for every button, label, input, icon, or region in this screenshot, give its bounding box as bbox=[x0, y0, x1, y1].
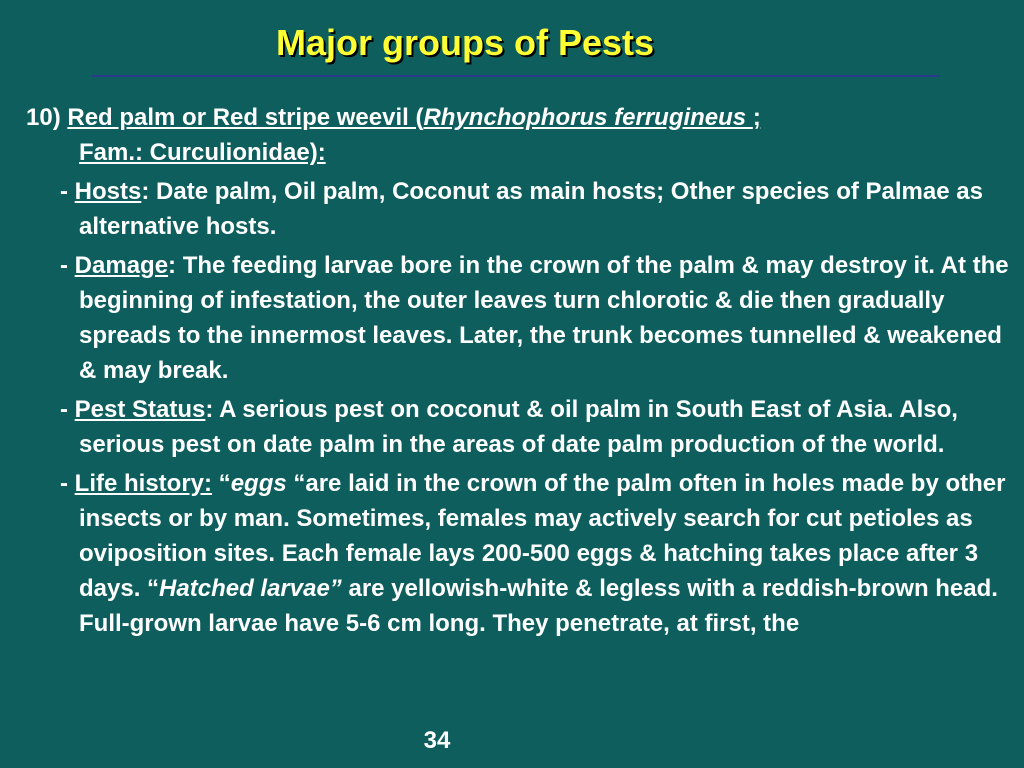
pest-status-text: : A serious pest on coconut & oil palm in South East of Asia. Also, serious pest on date palm in the areas of date palm production of the world. bbox=[79, 396, 958, 458]
pest-status-label: Pest Status bbox=[74, 396, 206, 423]
hosts-label: Hosts bbox=[74, 178, 142, 205]
item-number: 10) bbox=[26, 104, 61, 131]
hosts-paragraph bbox=[26, 174, 1016, 244]
slide-title: Major groups of Pests bbox=[275, 22, 655, 63]
slide-body bbox=[26, 100, 1016, 641]
life-history-text-2: are yellowish-white & legless with a reddish-brown head. Full-grown larvae have 5-6 cm long. They penetrate, at first, the bbox=[79, 575, 998, 637]
pest-status-paragraph bbox=[26, 392, 1016, 462]
damage-paragraph bbox=[26, 248, 1016, 388]
item-title-part2: ; bbox=[752, 104, 761, 131]
page-number: 34 bbox=[423, 727, 451, 754]
item-heading bbox=[26, 100, 1016, 170]
life-history-quote-open: “ bbox=[212, 470, 231, 497]
life-history-text-1: “are laid in the crown of the palm often in holes made by other insects or by man. Sometimes, females may actively search for cut petioles as oviposition sites. Each female lays 200-500 eggs & hatching takes place after 3 days. “ bbox=[79, 470, 1006, 602]
damage-text: : The feeding larvae bore in the crown of the palm & may destroy it. At the beginning of infestation, the outer leaves turn chlorotic & die then gradually spreads to the innermost leaves. Later, the trunk becomes tunnelled & weakened & may break. bbox=[79, 252, 1009, 384]
family-name: Fam.: Curculionidae): bbox=[79, 139, 326, 166]
pest-status-dash: - bbox=[60, 396, 68, 423]
item-title-part1: Red palm or Red stripe weevil ( bbox=[67, 104, 424, 131]
hosts-text: : Date palm, Oil palm, Coconut as main hosts; Other species of Palmae as alternative hosts. bbox=[79, 178, 983, 240]
damage-dash: - bbox=[60, 252, 68, 279]
life-history-dash: - bbox=[60, 470, 68, 497]
item-title bbox=[67, 104, 760, 166]
life-history-label: Life history: bbox=[74, 470, 213, 497]
life-history-paragraph bbox=[26, 466, 1016, 641]
hatched-larvae-term: Hatched larvae” bbox=[159, 575, 342, 602]
hosts-dash: - bbox=[60, 178, 68, 205]
eggs-term: eggs bbox=[230, 470, 287, 497]
damage-label: Damage bbox=[74, 252, 169, 279]
title-divider bbox=[92, 75, 940, 77]
scientific-name: Rhynchophorus ferrugineus bbox=[423, 104, 753, 131]
